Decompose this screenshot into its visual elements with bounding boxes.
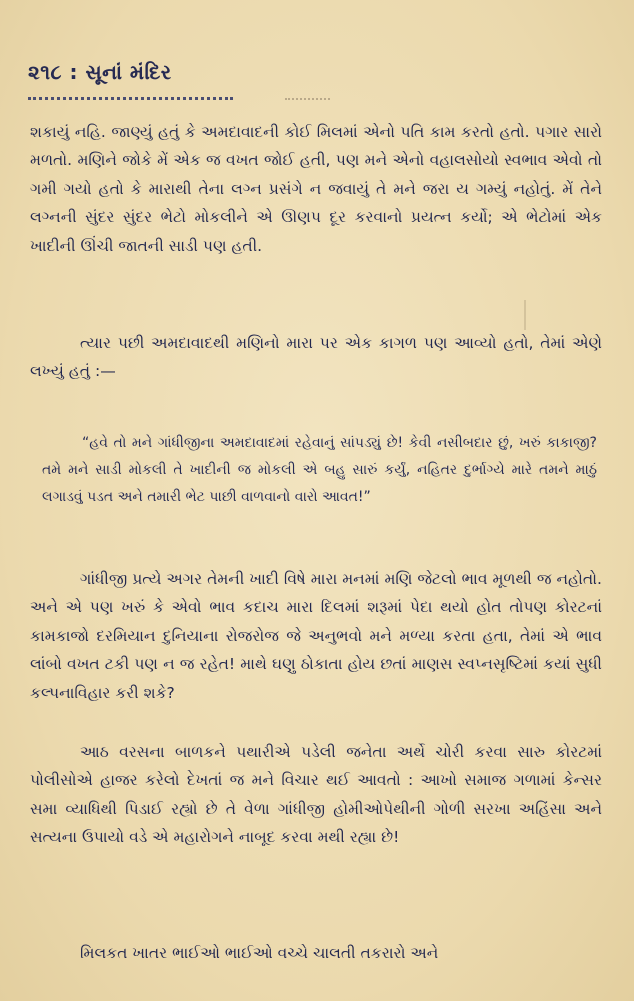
- header-divider-faint: [285, 98, 330, 100]
- paragraph-4: આઠ વરસના બાળકને પથારીએ પડેલી જનેતા અર્થે ચોરી કરવા સારુ કોરટમાં પોલીસોએ હાજર કરેલો દેખતાં જ મને વિચાર થઈ આવતો : આખો સમાજ ગળામાં કેન્સર સમા વ્યાધિથી પિડાઈ રહ્યો છે તે વેળા ગાંધીજી હોમીઓપેથીની ગોળી સરખા અહિંસા અને સત્યના ઉપાયો વડે એ મહારોગને નાબૂદ કરવા મથી રહ્યા છે!: [30, 743, 602, 847]
- header-divider: [28, 97, 233, 100]
- paper-mark: [524, 300, 526, 330]
- paragraph-2: ત્યાર પછી અમદાવાદથી મણિનો મારા પર એક કાગળ પણ આવ્યો હતો, તેમાં એણે લખ્યું હતું :—: [30, 334, 602, 381]
- running-head: ૨૧૮ : સૂનાં મંદિર: [28, 60, 172, 84]
- quoted-letter: “હવે તો મને ગાંધીજીના અમદાવાદમાં રહેવાનું સાંપડ્યું છે! કેવી નસીબદાર છું, ખરું કાકાજી? તમે મને સાડી મોકલી તે ખાદીની જ મોકલી એ બહુ સારું કર્યું, નહિતર દુર્ભાગ્યે મારે તમને માઠું લગાડવું પડત અને તમારી ભેટ પાછી વાળવાનો વારો આવત!”: [42, 435, 597, 505]
- paragraph-3: ગાંધીજી પ્રત્યે અગર તેમની ખાદી વિષે મારા મનમાં મણિ જેટલો ભાવ મૂળથી જ નહોતો. અને એ પણ ખરું કે એવો ભાવ કદાચ મારા દિલમાં શરૂમાં પેદા થયો હોત તોપણ કોરટનાં કામકાજો દરમિયાન દુનિયાના રોજરોજ જે અનુભવો મને મળ્યા કરતા હતા, તેમાં એ ભાવ લાંબો વખત ટકી પણ ન જ રહેત! માથે ઘણુ ઠોકાતા હોય છતાં માણસ સ્વપ્નસૃષ્ટિમાં કયાં સુધી કલ્પનાવિહાર કરી શકે?: [30, 570, 602, 702]
- paragraph-1: શકાયું નહિ. જાણ્યું હતું કે અમદાવાદની કોઈ મિલમાં એનો પતિ કામ કરતો હતો. પગાર સારો મળતો. મણિને જોકે મેં એક જ વખત જોઈ હતી, પણ મને એનો વહાલસોયો સ્વભાવ એવો તો ગમી ગયો હતો કે મારાથી તેના લગ્ન પ્રસંગે ન જવાયું તે મને જરા ય ગમ્યું નહોતું. મેં તેને લગ્નની સુંદર સુંદર ભેટો મોકલીને એ ઊણપ દૂર કરવાનો પ્રયત્ન કર્યો; એ ભેટોમાં એક ખાદીની ઊંચી જાતની સાડી પણ હતી.: [30, 123, 602, 255]
- paragraph-5: મિલકત ખાતર ભાઈઓ ભાઈઓ વચ્ચે ચાલતી તકરારો અને: [80, 944, 439, 962]
